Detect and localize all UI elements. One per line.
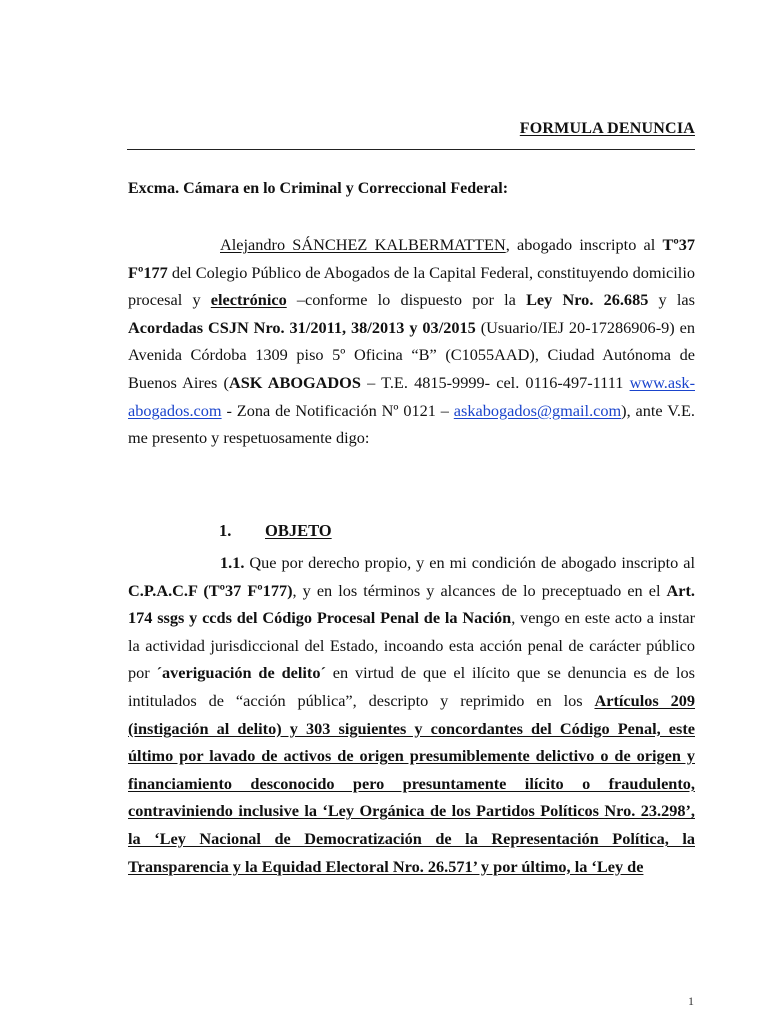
addressee: Excma. Cámara en lo Criminal y Correccional Federal:: [128, 180, 509, 197]
acordadas-reference: Acordadas CSJN Nro. 31/2011, 38/2013 y 03/2015: [128, 317, 476, 337]
intro-text-7: - Zona de Notificación Nº 0121 –: [221, 400, 454, 420]
objeto-text-4: en virtud de que el ilícito que se denuncia es de los intitulados de “acción pública”, descripto y reprimido en los: [128, 663, 695, 710]
objeto-text-1: Que por derecho propio, y en mi condición de abogado inscripto al: [244, 553, 695, 572]
objeto-text-2: , y en los términos y alcances de lo preceptuado en el: [292, 580, 667, 600]
heading-text: FORMULA DENUNCIA: [519, 120, 695, 137]
objeto-paragraph: [128, 549, 695, 880]
firm-name: ASK ABOGADOS: [228, 372, 361, 392]
intro-text-1: , abogado inscripto al: [505, 235, 663, 254]
registration-tomo: Tº37 Fº177: [128, 235, 696, 282]
email-link[interactable]: askabogados@gmail.com: [453, 400, 622, 420]
law-reference: Ley Nro. 26.685: [526, 290, 649, 310]
article-reference: Art. 174 ssgs y ccds del Código Procesal Penal de la Nación: [128, 580, 696, 628]
electronico-term: electrónico: [210, 290, 287, 310]
section-heading-objeto: [219, 521, 332, 541]
averiguacion-term: ´averiguación de delito´: [156, 663, 326, 683]
website-link[interactable]: www.ask-abogados.com: [128, 372, 695, 420]
section-title: OBJETO: [265, 521, 332, 540]
intro-text-8: ), ante V.E. me presento y respetuosamente digo:: [128, 400, 695, 448]
heading-rule: [127, 149, 695, 150]
document-heading: [128, 120, 695, 138]
intro-text-4: y las: [648, 290, 695, 310]
articles-reference: Artículos 209 (instigación al delito) y 303 siguientes y concordantes del Código Penal, este último por lavado de activos de origen presumiblemente delictivo o de origen y financiamiento desconocido pero presuntamente ilícito o fraudulento, contraviniendo inclusive la ‘Ley Orgánica de los Partidos Políticos Nro. 23.298’, la ‘Ley Nacional de Democratización de la Representación Política, la Transparencia y la Equidad Electoral Nro. 26.571’ y por último, la ‘Ley de: [128, 690, 696, 876]
subsection-number: 1.1.: [220, 553, 245, 572]
intro-paragraph: [128, 231, 695, 452]
cpacf-reference: C.P.A.C.F (Tº37 Fº177): [128, 580, 293, 600]
intro-text-6: – T.E. 4815-9999- cel. 0116-497-1111: [360, 372, 630, 392]
page-number: 1: [688, 994, 694, 1008]
intro-text-2: del Colegio Público de Abogados de la Capital Federal, constituyendo domicilio procesal y: [128, 262, 695, 310]
intro-text-5: (Usuario/IEJ 20-17286906-9) en Avenida Córdoba 1309 piso 5º Oficina “B” (C1055AAD), Ciudad Autónoma de Buenos Aires (: [128, 317, 695, 392]
intro-text-3: –conforme lo dispuesto por la: [286, 290, 527, 310]
objeto-text-3: , vengo en este acto a instar la actividad jurisdiccional del Estado, incoando esta acción penal de carácter público por: [128, 608, 695, 683]
lawyer-name: Alejandro SÁNCHEZ KALBERMATTEN: [220, 235, 506, 254]
section-number: 1.: [219, 521, 232, 540]
